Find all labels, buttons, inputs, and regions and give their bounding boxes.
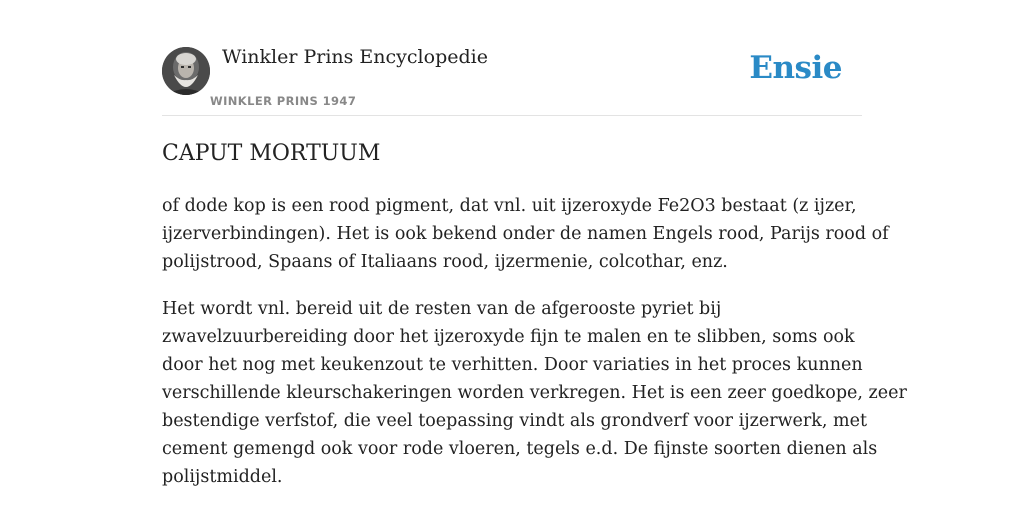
text-line: cement gemengd ook voor rode vloeren, tegels e.d. De fijnste soorten dienen als (162, 439, 878, 459)
text-line: polijstmiddel. (162, 467, 283, 487)
text-line: polijstrood, Spaans of Italiaans rood, ijzermenie, colcothar, enz. (162, 252, 728, 272)
text-line: zwavelzuurbereiding door het ijzeroxyde fijn te malen en te slibben, soms ook (162, 327, 855, 347)
entry-title: CAPUT MORTUUM (162, 141, 381, 166)
text-line: of dode kop is een rood pigment, dat vnl. uit ijzeroxyde Fe2O3 bestaat (z ijzer, (162, 196, 857, 216)
entry-paragraph (162, 192, 889, 276)
text-line: Het wordt vnl. bereid uit de resten van de afgerooste pyriet bij (162, 299, 722, 319)
portrait-avatar-icon[interactable] (162, 47, 210, 95)
text-line: verschillende kleurschakeringen worden verkregen. Het is een zeer goedkope, zeer (162, 383, 907, 403)
text-line: bestendige verfstof, die veel toepassing vindt als grondverf voor ijzerwerk, met (162, 411, 867, 431)
entry-body (162, 192, 907, 510)
source-title[interactable]: Winkler Prins Encyclopedie (222, 46, 488, 68)
header-divider (162, 115, 862, 116)
entry-paragraph (162, 295, 907, 491)
text-line: ijzerverbindingen). Het is ook bekend onder de namen Engels rood, Parijs rood of (162, 224, 889, 244)
source-subtitle[interactable]: WINKLER PRINS 1947 (210, 94, 357, 108)
text-line: door het nog met keukenzout te verhitten. Door variaties in het proces kunnen (162, 355, 863, 375)
brand-logo[interactable]: Ensie (749, 50, 842, 86)
